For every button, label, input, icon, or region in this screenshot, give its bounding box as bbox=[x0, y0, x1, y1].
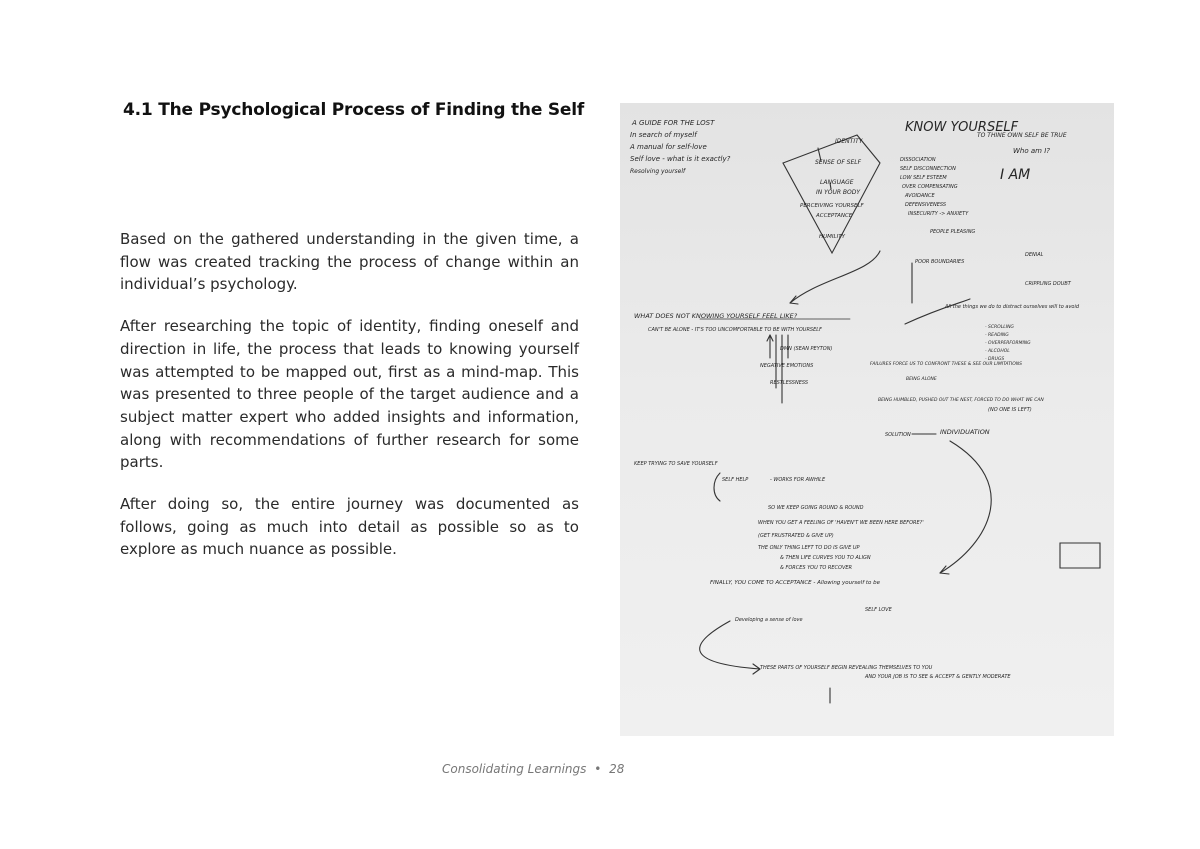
page-footer bbox=[442, 762, 624, 776]
svg-text:LOW SELF ESTEEM: LOW SELF ESTEEM bbox=[900, 175, 947, 181]
photo-line-2: In search of myself bbox=[630, 131, 697, 139]
svg-text:- ALCOHOL: - ALCOHOL bbox=[985, 349, 1010, 354]
mindmap-photo bbox=[620, 103, 1114, 736]
svg-text:DMN (SEAN PEYTON): DMN (SEAN PEYTON) bbox=[780, 346, 833, 352]
i-am-label: I AM bbox=[1000, 167, 1031, 183]
flow-arrow-1 bbox=[790, 251, 880, 303]
svg-text:BEING HUMBLED, PUSHED OUT THE: BEING HUMBLED, PUSHED OUT THE NEST, FORCED TO DO WHAT WE CAN bbox=[878, 398, 1044, 403]
paragraph-3: After doing so, the entire journey was documented as follows, going as much into detail as possible so as to explore as much nuance as possible. bbox=[120, 495, 579, 559]
svg-text:HUMILITY: HUMILITY bbox=[819, 234, 845, 240]
flow-arrow-3 bbox=[700, 621, 760, 669]
svg-text:DISSOCIATION: DISSOCIATION bbox=[900, 157, 936, 163]
svg-text:BEING ALONE: BEING ALONE bbox=[906, 377, 937, 382]
svg-text:PERCEIVING YOURSELF: PERCEIVING YOURSELF bbox=[800, 203, 864, 209]
svg-text:ACCEPTANCE: ACCEPTANCE bbox=[816, 213, 853, 219]
svg-text:INSECURITY -> ANXIETY: INSECURITY -> ANXIETY bbox=[908, 211, 969, 217]
svg-text:NEGATIVE EMOTIONS: NEGATIVE EMOTIONS bbox=[760, 363, 814, 369]
svg-text:SELF DISCONNECTION: SELF DISCONNECTION bbox=[900, 166, 956, 172]
svg-text:- SCROLLING: - SCROLLING bbox=[985, 325, 1014, 330]
paragraph-1: Based on the gathered understanding in the given time, a flow was created tracking the process of change within an individual’s psychology. bbox=[120, 230, 579, 294]
svg-text:& THEN LIFE CURVES YOU TO ALIG: & THEN LIFE CURVES YOU TO ALIGN bbox=[780, 555, 871, 561]
svg-text:AVOIDANCE: AVOIDANCE bbox=[905, 193, 935, 199]
svg-text:- WORKS FOR AWHILE: - WORKS FOR AWHILE bbox=[770, 477, 826, 483]
svg-text:AND YOUR JOB IS TO SEE & ACCEP: AND YOUR JOB IS TO SEE & ACCEPT & GENTLY MODERATE bbox=[865, 674, 1011, 680]
svg-text:THESE PARTS OF YOURSELF BEGIN: THESE PARTS OF YOURSELF BEGIN REVEALING THEMSELVES TO YOU bbox=[760, 665, 933, 671]
question-line: WHAT DOES NOT KNOWING YOURSELF FEEL LIKE? bbox=[634, 312, 798, 320]
page-number: 28 bbox=[609, 762, 625, 776]
svg-text:All the things we do to distra: All the things we do to distract ourselves will to avoid bbox=[945, 304, 1080, 310]
footer-separator: • bbox=[594, 762, 602, 776]
svg-text:LANGUAGE: LANGUAGE bbox=[820, 179, 854, 186]
svg-text:SELF LOVE: SELF LOVE bbox=[865, 607, 892, 613]
svg-text:RESTLESSNESS: RESTLESSNESS bbox=[770, 380, 809, 386]
svg-text:- DRUGS: - DRUGS bbox=[985, 357, 1005, 362]
svg-text:POOR BOUNDARIES: POOR BOUNDARIES bbox=[915, 259, 965, 265]
footer-section-name: Consolidating Learnings bbox=[442, 762, 587, 776]
svg-text:FINALLY, YOU COME TO ACCEPTANC: FINALLY, YOU COME TO ACCEPTANCE - Allowing yourself to be bbox=[710, 580, 881, 586]
svg-text:IN YOUR BODY: IN YOUR BODY bbox=[816, 189, 861, 196]
photo-line-4: Self love - what is it exactly? bbox=[630, 155, 731, 163]
svg-text:Developing a sense of love: Developing a sense of love bbox=[735, 617, 803, 623]
flow-arrow-2 bbox=[940, 441, 991, 573]
svg-text:SENSE OF SELF: SENSE OF SELF bbox=[815, 159, 862, 166]
svg-text:SOLUTION: SOLUTION bbox=[885, 432, 911, 438]
svg-text:SELF HELP: SELF HELP bbox=[722, 477, 749, 483]
identity-label: IDENTITY bbox=[835, 138, 863, 145]
svg-text:- READING: - READING bbox=[985, 333, 1009, 338]
svg-text:WHEN YOU GET A FEELING OF 'HAV: WHEN YOU GET A FEELING OF 'HAVEN'T WE BEEN HERE BEFORE?' bbox=[758, 520, 924, 526]
svg-text:(GET FRUSTRATED & GIVE UP): (GET FRUSTRATED & GIVE UP) bbox=[758, 533, 834, 539]
svg-text:FAILURES FORCE US TO CONFRONT: FAILURES FORCE US TO CONFRONT THESE & SEE OUR LIMITATIONS bbox=[870, 362, 1022, 367]
svg-text:& FORCES YOU TO RECOVER: & FORCES YOU TO RECOVER bbox=[780, 565, 853, 571]
svg-text:CAN'T BE ALONE - IT'S TOO UNCO: CAN'T BE ALONE - IT'S TOO UNCOMFORTABLE TO BE WITH YOURSELF bbox=[648, 327, 822, 333]
photo-line-5: Resolving yourself bbox=[630, 168, 686, 175]
svg-text:- OVERPERFORMING: - OVERPERFORMING bbox=[985, 341, 1031, 346]
svg-text:OVER COMPENSATING: OVER COMPENSATING bbox=[902, 184, 958, 190]
photo-line-3: A manual for self-love bbox=[630, 143, 707, 151]
svg-text:DEFENSIVENESS: DEFENSIVENESS bbox=[905, 202, 947, 208]
svg-text:PEOPLE PLEASING: PEOPLE PLEASING bbox=[930, 229, 976, 235]
svg-text:KEEP TRYING TO SAVE YOURSELF: KEEP TRYING TO SAVE YOURSELF bbox=[634, 461, 718, 467]
paragraph-2: After researching the topic of identity, finding oneself and direction in life, the process that leads to knowing yourself was attempted to be mapped out, first as a mind-map. This was presented to three people of the target audience and a subject matter expert who added insights and information, along with recommendations of further research for some parts. bbox=[120, 317, 579, 472]
svg-text:TO THINE OWN SELF BE TRUE: TO THINE OWN SELF BE TRUE bbox=[977, 132, 1067, 139]
photo-line-1: A GUIDE FOR THE LOST bbox=[632, 119, 715, 127]
body-text bbox=[120, 228, 579, 580]
svg-text:Who am I?: Who am I? bbox=[1013, 147, 1050, 155]
mindmap-sketch bbox=[620, 103, 1114, 736]
svg-text:CRIPPLING DOUBT: CRIPPLING DOUBT bbox=[1025, 281, 1071, 287]
svg-text:(NO ONE IS LEFT): (NO ONE IS LEFT) bbox=[988, 407, 1032, 413]
svg-text:THE ONLY THING LEFT TO DO IS G: THE ONLY THING LEFT TO DO IS GIVE UP bbox=[758, 545, 860, 551]
section-heading: 4.1 The Psychological Process of Finding the Self bbox=[123, 100, 585, 120]
mindmap-title: KNOW YOURSELF bbox=[905, 120, 1019, 135]
svg-text:DENIAL: DENIAL bbox=[1025, 252, 1044, 258]
individuation-label: INDIVIDUATION bbox=[940, 428, 990, 436]
svg-text:SO WE KEEP GOING ROUND & ROUND: SO WE KEEP GOING ROUND & ROUND bbox=[768, 505, 864, 511]
